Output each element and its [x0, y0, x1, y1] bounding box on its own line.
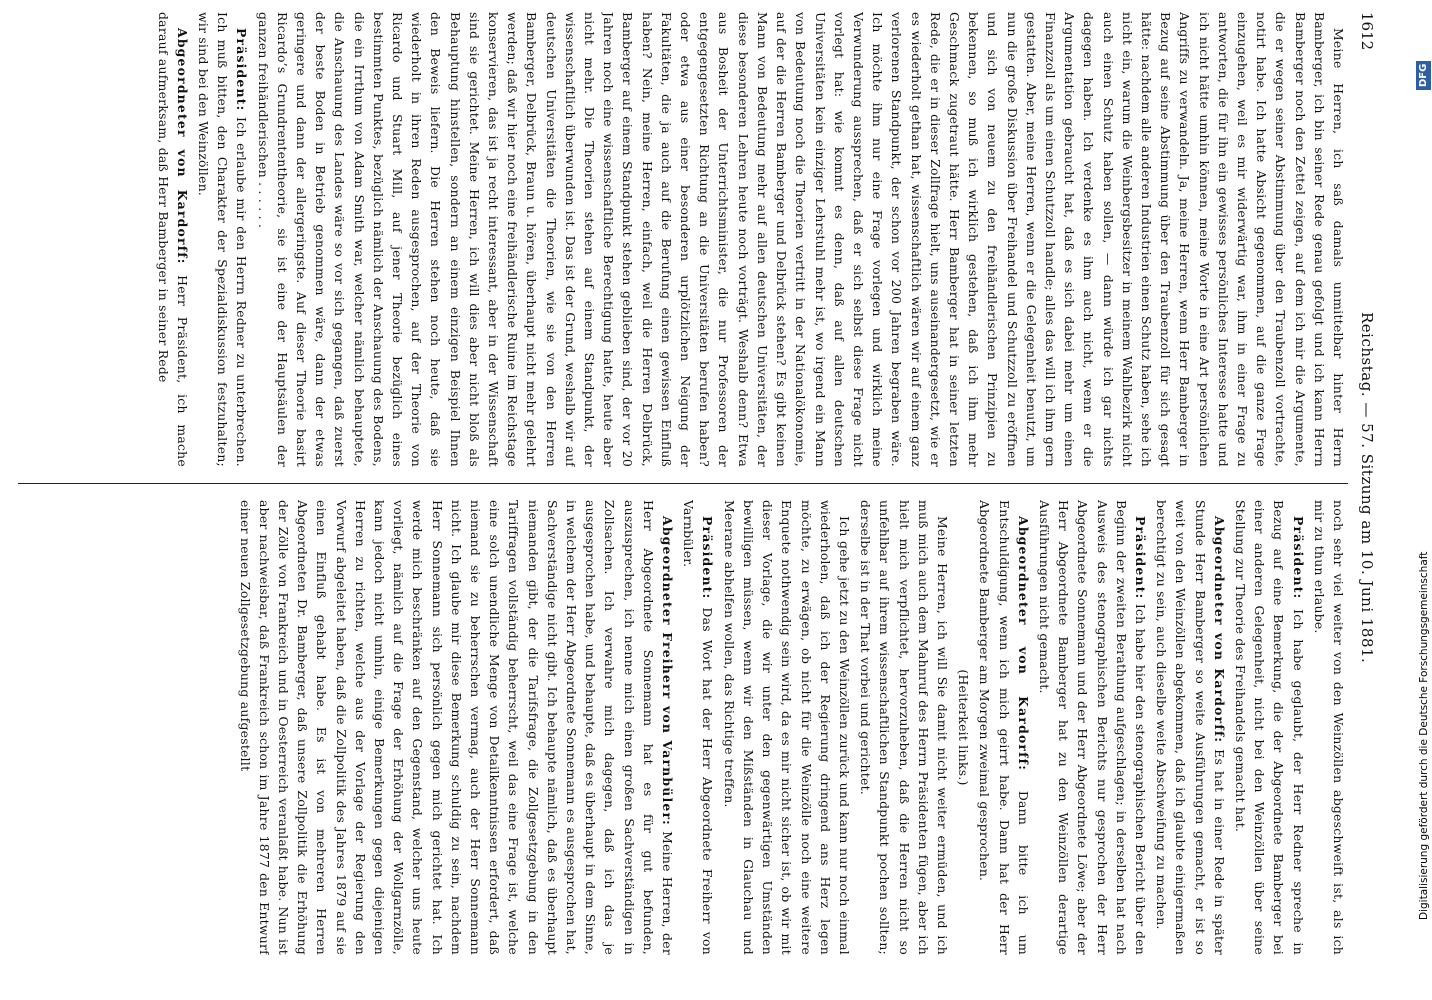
page-title: Reichstag. — 57. Sitzung am 10. Juni 1881.: [1358, 312, 1376, 664]
footer-inner: [1412, 0, 1432, 1000]
speech-text: Dann bitte ich um Entschuldigung, wenn ich mich geirrt habe. Dann hat der Herr Abgeordnete Bamberger am Morgen zweimal gesprochen.: [977, 500, 1031, 955]
speaker-name: Präsident:: [1132, 516, 1148, 600]
dfg-logo: DFG: [1416, 61, 1431, 90]
speaker-name: Abgeordneter von Kardorff:: [174, 28, 190, 265]
paragraph: Meine Herren, ich will Sie damit nicht weiter ermüden, und ich muß mich auch dem Mahnruf des Herrn Präsidenten fügen, aber ich hielt mich verpflichtet, hervorzuheben, daß die Herren nicht so unfehlbar auf ihrem wissenschaftlichen Standpunkt pochen sollten; derselbe ist in der That vorbei und gerichtet.: [858, 500, 950, 955]
rotated-newspaper-sheet: [5, 0, 1400, 980]
speech-text: Ich habe hier den stenographischen Bericht über den Beginn der zweiten Berathung aufgeschlagen; in derselben hat nach Ausweis des stenographischen Berichts nur gesprochen der Herr Abgeordnete Sonnemann und der Herr Abgeordnete Löwe; aber der Herr Abgeordnete Bamberger hat zu den Weinzöllen derartige Ausführungen nicht gemacht.: [1036, 500, 1148, 955]
speaker-name: Präsident:: [1290, 516, 1306, 600]
speech-text: Herr Präsident, ich mache darauf aufmerksam, daß Herr Bamberger in seiner Rede: [155, 12, 190, 467]
digitization-footer: [1408, 0, 1432, 1000]
speaker-name: Abgeordneter von Kardorff:: [1211, 516, 1227, 744]
speaker-name: Abgeordneter von Kardorff:: [1015, 516, 1031, 771]
running-head: [1354, 12, 1380, 962]
column-divider: [18, 483, 1348, 484]
paragraph: [1035, 500, 1150, 955]
speaker-name: Abgeordneter Freiherr von Varnbüler:: [660, 516, 676, 826]
paragraph: [1152, 500, 1229, 955]
paragraph: [1231, 500, 1308, 955]
speech-text: Ich habe geglaubt, der Herr Redner spreche in Bezug auf eine Bemerkung, die der Abgeordnete Bamberger bei einer anderen Gelegenheit, nicht bei den Weinzöllen über seine Stellung zur Theorie des Freihandels gemacht hat.: [1232, 500, 1306, 955]
speech-text: Meine Herren, der Herr Abgeordnete Sonnemann hat es für gut befunden, auszusprechen, ich nenne mich einen großen Sachverständigen in Zollsachen. Ich verwahre mich dagegen, daß ich das je ausgesprochen habe, und behaupte, daß es überhaupt in dem Sinne, in welchem der Herr Abgeordnete Sonnemann es ausgesprochen hat, Sachverständige nicht gibt. Ich behaupte nämlich, daß es überhaupt niemanden gibt, der die Tarifsfrage, die Zollgesetzgebung in den Tariffragen vollständig beherrscht, weil das eine Frage ist, welche eine solch unendliche Menge von Detailkenntnissen erfordert, daß niemand sie zu beherrschen vermag, auch der Herr Sonnemann nicht. Ich glaube mir diese Bemerkung schuldig zu sein, nachdem Herr Sonnemann sich persönlich gegen mich gerichtet hat. Ich werde mich beschränken auf den Gegenstand, welcher uns heute vorliegt, nämlich auf die Frage der Erhöhung der Wollgarnzölle, kann jedoch nicht umhin, einige Bemerkungen gegen diejenigen Herren zu richten, welche aus der Vorlage der Regierung den Vorwurf abgeleitet haben, daß die Zollpolitik des Jahres 1879 auf sie einen Einfluß gehabt habe. Es ist von mehreren Herren Abgeordneten Dr. Bamberger, daß unsere Zollpolitik die Erhöhung der Zölle von Frankreich und in Oesterreich veranlaßt habe. Nun ist aber nachweisbar, daß Frankreich schon im Jahre 1877 den Entwurf einer neuen Zollgesetzgebung aufgestellt: [237, 500, 676, 955]
speech-text: Das Wort hat der Herr Abgeordnete Freiherr von Varnbüler.: [681, 500, 716, 955]
paragraph: Meine Herren, ich saß damals unmittelbar hinter Herrn Bamberger, ich bin seiner Rede genau gefolgt und ich kann Herrn Bamberger noch den Zettel zeigen, auf dem ich mir die Argumente, die er wegen seiner Abstimmung über den Traubenzoll vortrachte, notirt habe. Ich hatte Absicht gegenommen, auf die ganze Frage einzugehen, weil es mir widerwärtig war, ihm in einer Frage zu antworten, die für ihn ein gewisses persönliches Interesse hatte und ich nicht hätte umhin können, meine Worte in eine Art persönlichen Angriffs zu verwandeln. Ja, meine Herren, wenn Herr Bamberger in Bezug auf seine Abstimmung über den Traubenzoll für sich gesagt hätte: nachdem alle anderen Industrien einen Schutz haben, sehe ich nicht ein, warum die Weinbergsbesitzer in meinem Wahlbezirk nicht auch einen Schutz haben sollen, — dann würde ich gar nichts dagegen haben. Ich verdenke es ihm auch nicht, wenn er die Argumentation gebraucht hat, daß es sich dabei mehr um einen Finanzzoll als um einen Schutzzoll handle; alles das will ich ihm gern gestatten. Aber, meine Herren, wenn er die Gelegenheit benutzt, um nun die große Diskussion über Freihandel und Schutzzoll zu eröffnen und sich von neuem zu den freihändlerischen Prinzipien zu bekennen, so muß ich wirklich gestehen, daß ich ihm mehr Geschmack zugetraut hätte. Herr Bamberger hat in seiner letzten Rede, die er in dieser Zollfrage hielt, uns auseinandergesetzt, wie er es wiederholt gethan hat, wissenschaftlich wären wir auf einem ganz verlorenen Standpunkt, der schon vor 200 Jahren begraben wäre. Ich möchte ihm nur eine Frage vorlegen und wirklich meine Verwunderung aussprechen, daß er sich selbst diese Frage nicht vorlegt hat: wie kommt es denn, daß auf allen deutschen Universitäten kein einziger Lehrstuhl mehr ist, wo irgend ein Mann von Bedeutung noch die Theorien vertritt in der Nationalökonomie, auf der die Herren Bamberger und Delbrück stehen? Es gibt keinen Mann von Bedeutung mehr auf allen deutschen Universitäten, der diese besonderen Lehren heute noch vorträgt. Weshalb denn? Etwa aus Bosheit der Unterrichtsminister, die nur Professoren der entgegengesetzten Richtung an die Universitäten berufen haben? oder etwa aus einer besonderen urplötzlichen Neigung der Fakultäten, die ja auch auf die Berufung einen gewissen Einfluß haben? Nein, meine Herren, einfach, weil die Herren Delbrück, Bamberger auf einem Standpunkt stehen geblieben sind, der vor 20 Jahren noch eine wissenschaftliche Berechtigung hatte, heute aber nicht mehr. Die Theorien stehen auf einem Standpunkt, der wissenschaftlich überwunden ist. Das ist der Grund, weshalb wir auf deutschen Universitäten die Theorien, wie sie von den Herren Bamberger, Delbrück, Braun u. hören, überhaupt nicht mehr gelehrt werden; daß wir hier noch eine freihändlerische Ruine im Reichstage konservieren, das ist ja recht interessant, aber in der Wissenschaft sind sie gerichtet. Meine Herren, ich will dies aber nicht bloß als Behauptung hinstellen, sondern an einem einzigen Beispiel Ihnen den Beweis liefern. Die Herren stehen noch heute, daß sie wiederholt in ihren Reden ausgesprochen, auf der Theorie von Ricardo und Stuart Mill, auf jener Theorie bezüglich eines bestimmten Punktes, bezüglich nämlich der Anschauung des Bodens, die ein Irrthum von Adam Smith war, welcher nämlich behauptete, die Anschauung des Landes wäre so vor sich gegangen, daß zuerst der beste Boden in Betrieb genommen wäre, dann der etwas geringere und dann der allergeringste. Auf dieser Theorie basirt Ricardo’s Grundrententheorie, sie ist eine der Hauptsäulen der ganzen freihändlerischen . . . . . .: [255, 12, 1346, 467]
paragraph: [194, 12, 252, 467]
paragraph: [679, 500, 717, 955]
speaker-name: Präsident:: [700, 516, 716, 600]
right-column: [18, 500, 1348, 955]
page-number: 1612: [1358, 12, 1376, 51]
speech-text: Ich erlaube mir den Herrn Redner zu unterbrechen. Ich muß bitten, den Charakter der Spezialdiskussion festzuhalten; wir sind bei den Weinzöllen.: [196, 12, 250, 467]
paragraph: [153, 12, 191, 467]
left-column: [18, 12, 1348, 467]
paragraph: [235, 500, 677, 955]
speaker-name: Präsident:: [234, 28, 250, 112]
interjection: (Heiterkeit links.): [956, 669, 972, 786]
speech-text: Es hat in einer Rede in später Stunde Herr Bamberger so weite Ausführungen gemacht, er ist so weit von den Weinzöllen abgekommen, daß ich glaubte einigermaßen berechtigt zu sein, auch dieselbe weite Abschweifung zu machen.: [1154, 500, 1227, 955]
paragraph: [975, 500, 1033, 955]
paragraph: Ich gehe jetzt zu den Weinzöllen zurück und kann nur noch einmal wiederholen, daß ich der Regierung dringend ans Herz legen möchte, zu erwägen, ob nicht für die Weinzölle noch eine weitere Enquete nothwendig sein wird, da es mir nicht sicher ist, ob wir mit dieser Vorlage, die wir unter den gegenwärtigen Umständen bewilligen müssen, wenn wir den Mißständen in Glauchau und Meerane abhelfen wollen, das Richtige treffen.: [721, 500, 852, 955]
paragraph: noch sehr viel weiter von den Weinzöllen abgeschweift ist, als ich mir zu thun erlaube.: [1311, 500, 1346, 955]
footer-credit: Digitalisierung gefördert durch die Deutsche Forschungsgemeinschaft: [1418, 551, 1430, 920]
